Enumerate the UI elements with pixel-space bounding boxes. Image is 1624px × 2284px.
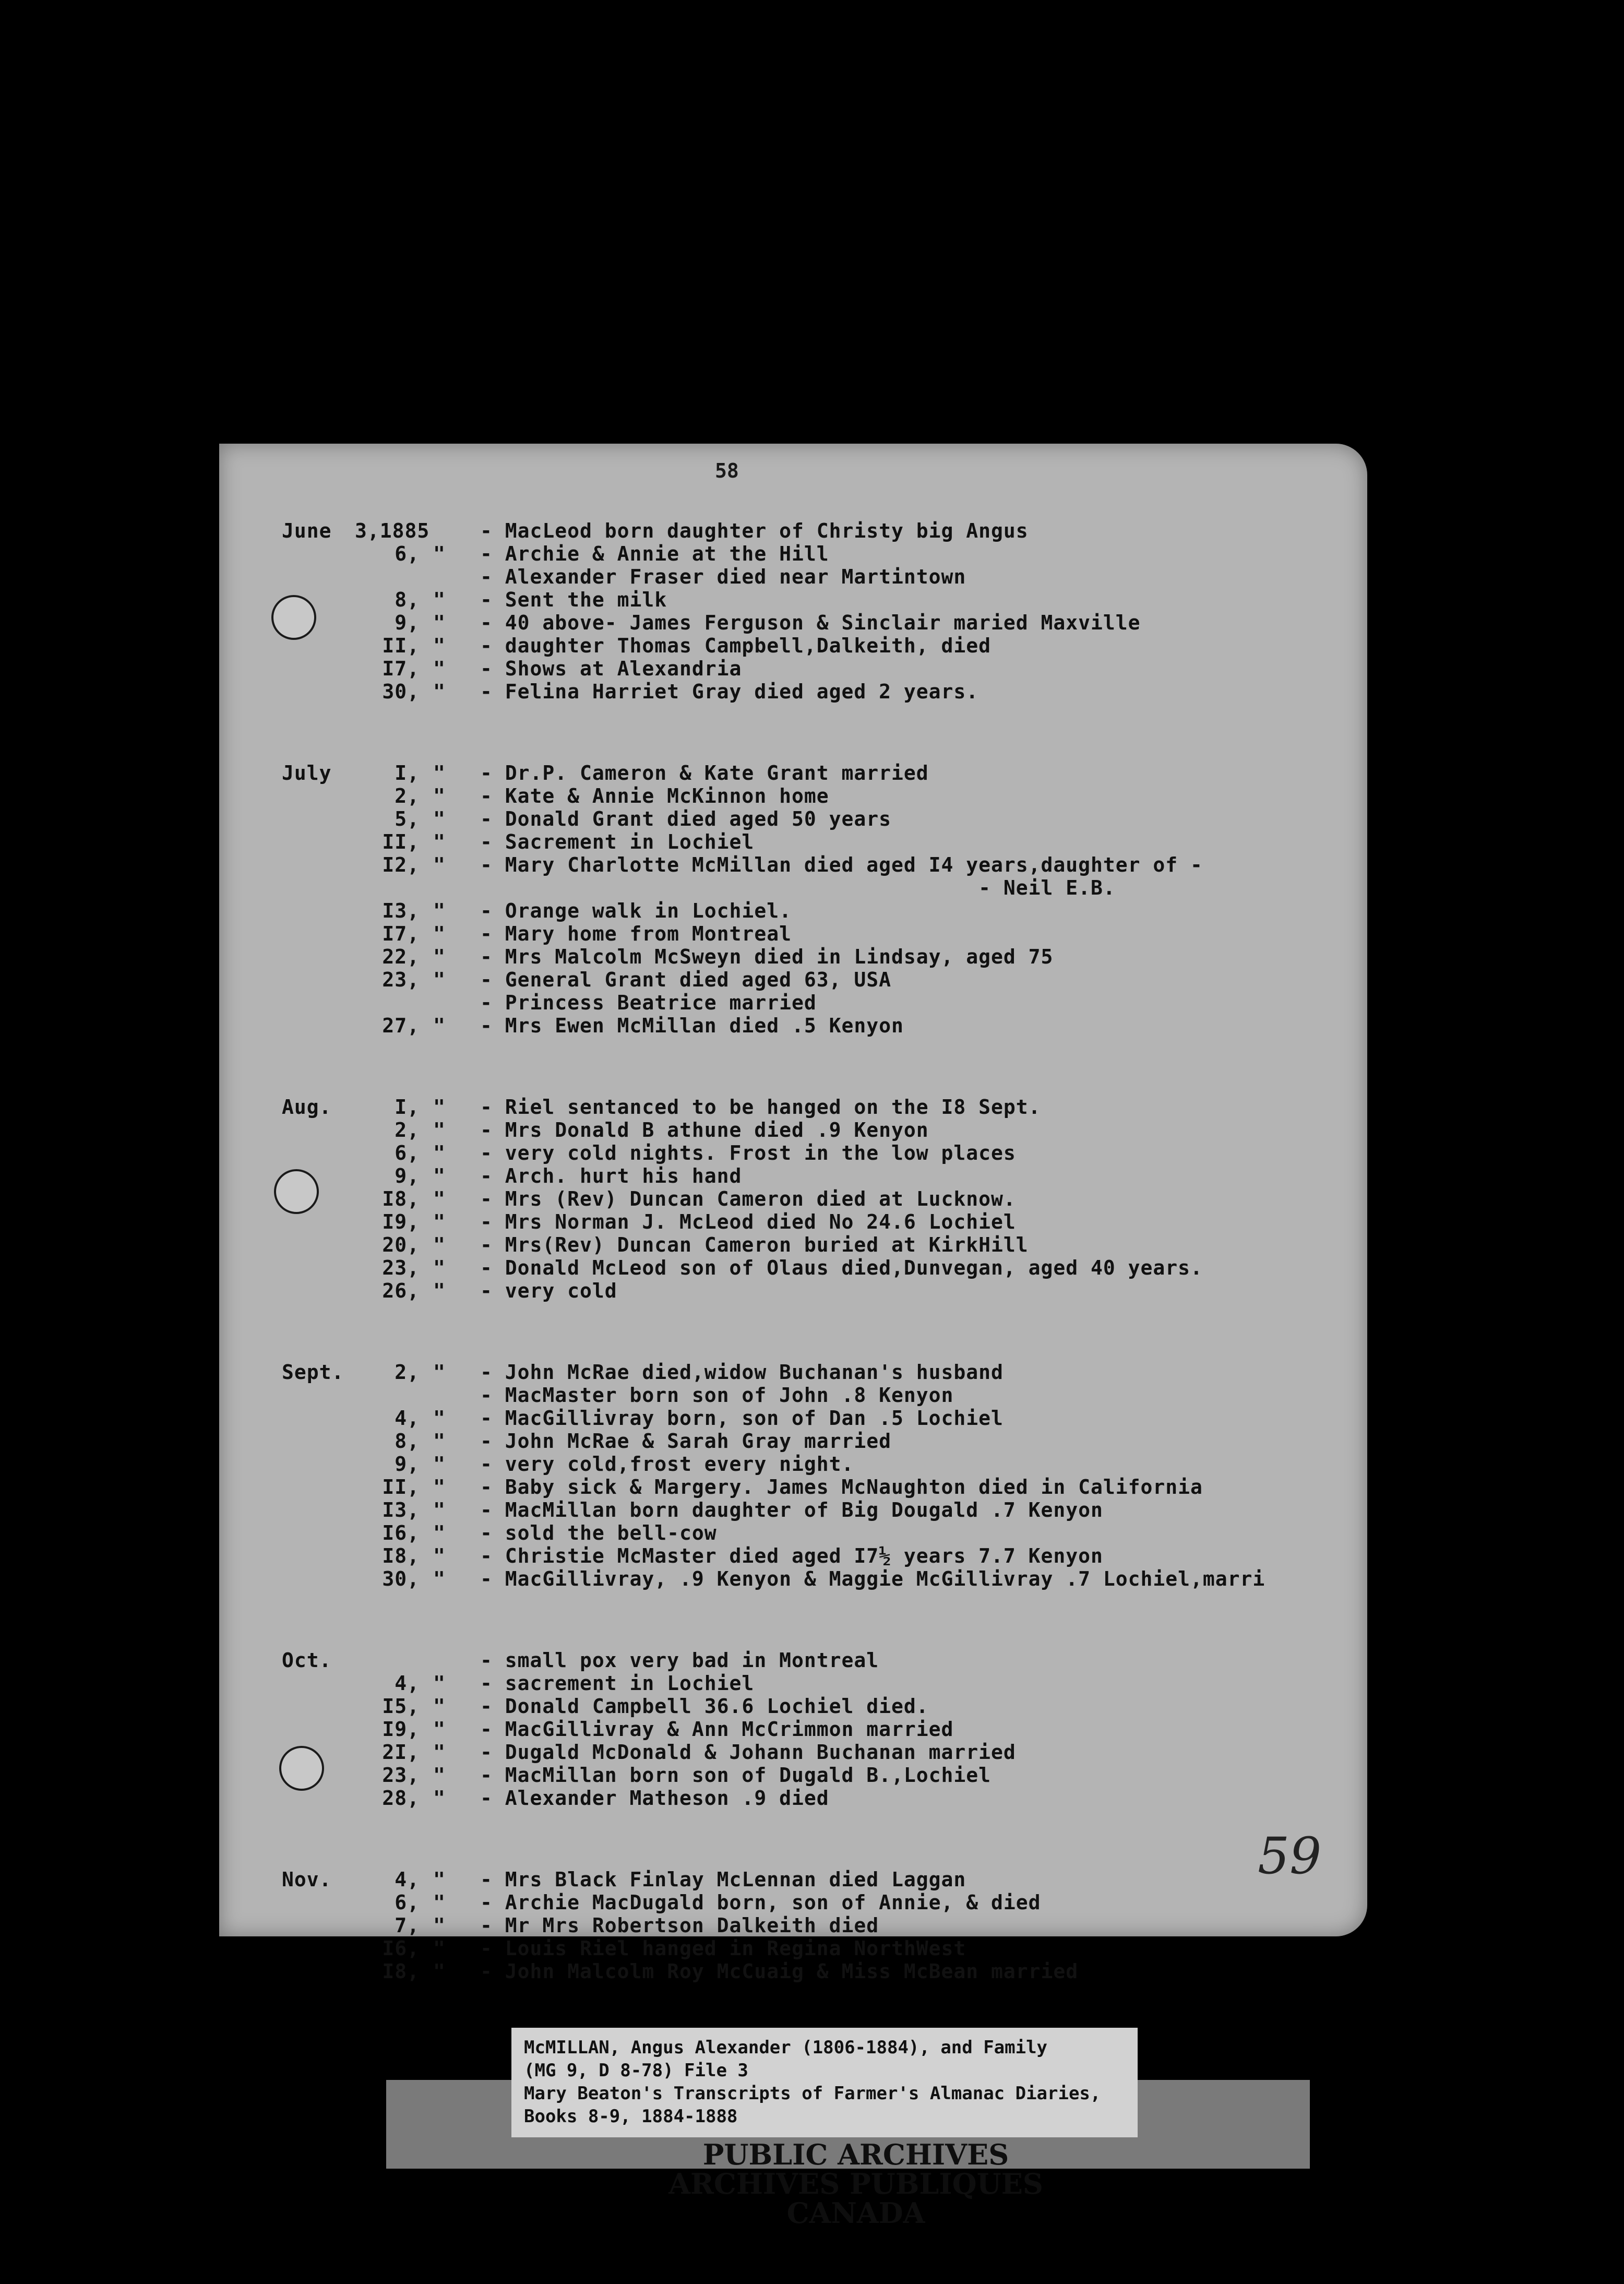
entry-ditto — [433, 1384, 480, 1407]
entry-day: 27, — [382, 1014, 420, 1037]
entry-month — [282, 991, 355, 1014]
entry-month — [282, 968, 355, 991]
diary-entry — [282, 1233, 1357, 1256]
archive-label-line: (MG 9, D 8-78) File 3 — [524, 2060, 748, 2081]
entry-month — [282, 922, 355, 945]
entry-month — [282, 1279, 355, 1302]
entry-ditto: " — [433, 1476, 446, 1498]
diary-entry — [282, 1718, 1357, 1741]
stamp-line: PUBLIC ARCHIVES — [702, 2138, 1009, 2171]
entry-text: - John McRae & Sarah Gray married — [480, 1430, 891, 1453]
entry-month — [282, 1567, 355, 1590]
diary-entry — [282, 1187, 1357, 1210]
entry-day: 2, — [395, 1361, 420, 1384]
entry-day: 23, — [382, 968, 420, 991]
entry-ditto: " — [433, 1960, 446, 1983]
entry-month — [282, 853, 355, 876]
entry-month — [282, 680, 355, 703]
entry-month: Nov. — [282, 1868, 332, 1891]
entry-text: - Dugald McDonald & Johann Buchanan married — [480, 1741, 1016, 1764]
entry-text: - Sacrement in Lochiel — [480, 830, 755, 853]
entry-month — [282, 1453, 355, 1476]
entry-day: I9, — [382, 1210, 420, 1233]
diary-entry — [282, 1521, 1357, 1544]
entry-ditto: " — [433, 1498, 446, 1521]
entry-month — [282, 1960, 355, 1983]
entry-ditto: " — [433, 1119, 446, 1141]
entry-ditto: " — [433, 1279, 446, 1302]
entry-ditto: " — [433, 853, 446, 876]
diary-entry — [282, 657, 1357, 680]
entry-ditto: " — [433, 1521, 446, 1544]
entry-month — [282, 1384, 355, 1407]
diary-entry — [282, 1960, 1357, 1983]
entry-day — [355, 991, 433, 1014]
entry-day: I9, — [382, 1718, 420, 1741]
entry-ditto: " — [433, 1361, 446, 1384]
entry-text: - Felina Harriet Gray died aged 2 years. — [480, 680, 979, 703]
entry-text: - very cold — [480, 1279, 617, 1302]
entry-ditto: " — [433, 1544, 446, 1567]
entry-text: - MacGillivray, .9 Kenyon & Maggie McGillivray .7 Lochiel,marri — [480, 1567, 1265, 1590]
entry-day: I8, — [382, 1544, 420, 1567]
entry-ditto: " — [433, 1672, 446, 1695]
entry-month — [282, 1672, 355, 1695]
entry-day: 28, — [382, 1787, 420, 1810]
entry-ditto: " — [433, 1741, 446, 1764]
entry-month — [282, 1233, 355, 1256]
diary-entry — [282, 1567, 1357, 1590]
entry-text: - Alexander Matheson .9 died — [480, 1787, 829, 1810]
entry-day: 4, — [395, 1672, 420, 1695]
entry-month — [282, 1407, 355, 1430]
month-group — [282, 1868, 1357, 1983]
entry-month — [282, 830, 355, 853]
diary-entry — [282, 1544, 1357, 1567]
entry-text: - Mrs Norman J. McLeod died No 24.6 Lochiel — [480, 1210, 1016, 1233]
diary-entry — [282, 1164, 1357, 1187]
entry-day: I6, — [382, 1937, 420, 1960]
entry-ditto: " — [433, 968, 446, 991]
entry-month — [282, 1498, 355, 1521]
entry-ditto: " — [433, 1187, 446, 1210]
entry-day: 5, — [395, 807, 420, 830]
entry-text: - Princess Beatrice married — [480, 991, 817, 1014]
entry-day — [355, 876, 433, 899]
diary-entry — [282, 1384, 1357, 1407]
diary-entry — [282, 1210, 1357, 1233]
entry-ditto: " — [433, 1695, 446, 1718]
entry-ditto: " — [433, 762, 446, 784]
entry-month: Sept. — [282, 1361, 344, 1384]
archives-stamp — [652, 2140, 1059, 2228]
entry-day: I3, — [382, 899, 420, 922]
entry-month — [282, 1256, 355, 1279]
stamp-line: ARCHIVES PUBLIQUES — [668, 2167, 1043, 2200]
entry-text: - Archie & Annie at the Hill — [480, 542, 829, 565]
month-group — [282, 1361, 1357, 1590]
entry-text: - Sent the milk — [480, 588, 667, 611]
entry-text: - Donald Campbell 36.6 Lochiel died. — [480, 1695, 929, 1718]
diary-entry — [282, 1868, 1357, 1891]
diary-entry — [282, 680, 1357, 703]
entry-text: - very cold,frost every night. — [480, 1453, 854, 1476]
diary-entry — [282, 830, 1357, 853]
entry-text: - MacMillan born son of Dugald B.,Lochiel — [480, 1764, 991, 1787]
entry-day: I8, — [382, 1187, 420, 1210]
diary-entry — [282, 762, 1357, 784]
entry-text: - MacMaster born son of John .8 Kenyon — [480, 1384, 954, 1407]
diary-entry — [282, 1695, 1357, 1718]
entry-ditto: " — [433, 1937, 446, 1960]
entry-day: 9, — [395, 1164, 420, 1187]
diary-entry — [282, 611, 1357, 634]
entry-text: - MacLeod born daughter of Christy big Angus — [480, 519, 1029, 542]
entry-month — [282, 784, 355, 807]
diary-entries — [282, 519, 1357, 2041]
page-number: 58 — [715, 459, 739, 482]
diary-entry — [282, 1279, 1357, 1302]
diary-entry — [282, 1014, 1357, 1037]
entry-month — [282, 1187, 355, 1210]
entry-ditto: " — [433, 1567, 446, 1590]
entry-text: - General Grant died aged 63, USA — [480, 968, 891, 991]
entry-ditto: " — [433, 1891, 446, 1914]
diary-entry — [282, 922, 1357, 945]
entry-month: Oct. — [282, 1649, 332, 1672]
entry-ditto: " — [433, 922, 446, 945]
entry-ditto: " — [433, 1787, 446, 1810]
entry-ditto: " — [433, 899, 446, 922]
entry-month — [282, 945, 355, 968]
entry-text: - sacrement in Lochiel — [480, 1672, 755, 1695]
diary-entry — [282, 1430, 1357, 1453]
entry-day: I7, — [382, 922, 420, 945]
diary-entry — [282, 634, 1357, 657]
entry-text: - Louis Riel hanged in Regina NorthWest — [480, 1937, 966, 1960]
entry-month — [282, 565, 355, 588]
entry-text: - Dr.P. Cameron & Kate Grant married — [480, 762, 929, 784]
entry-ditto: " — [433, 1233, 446, 1256]
entry-text: - Mrs Black Finlay McLennan died Laggan — [480, 1868, 966, 1891]
entry-month — [282, 634, 355, 657]
entry-month — [282, 1741, 355, 1764]
diary-entry — [282, 945, 1357, 968]
entry-month — [282, 1695, 355, 1718]
entry-text: - Orange walk in Lochiel. — [480, 899, 792, 922]
month-group — [282, 1649, 1357, 1810]
diary-entry — [282, 1672, 1357, 1695]
archive-label-line: Mary Beaton's Transcripts of Farmer's Almanac Diaries, — [524, 2083, 1101, 2104]
entry-text: - 40 above- James Ferguson & Sinclair maried Maxville — [480, 611, 1141, 634]
entry-day — [355, 1384, 433, 1407]
diary-entry — [282, 968, 1357, 991]
diary-entry — [282, 1407, 1357, 1430]
diary-entry — [282, 1476, 1357, 1498]
entry-ditto — [433, 1649, 480, 1672]
entry-month — [282, 1764, 355, 1787]
entry-ditto: " — [433, 1141, 446, 1164]
entry-ditto: " — [433, 657, 446, 680]
entry-day: 9, — [395, 1453, 420, 1476]
archive-label-line: McMILLAN, Angus Alexander (1806-1884), and Family — [524, 2037, 1048, 2058]
entry-text: - small pox very bad in Montreal — [480, 1649, 879, 1672]
entry-day: 23, — [382, 1764, 420, 1787]
entry-ditto: " — [433, 634, 446, 657]
entry-day: 30, — [382, 1567, 420, 1590]
entry-month — [282, 1521, 355, 1544]
entry-text: - daughter Thomas Campbell,Dalkeith, died — [480, 634, 991, 657]
entry-text: - Mrs Malcolm McSweyn died in Lindsay, aged 75 — [480, 945, 1054, 968]
entry-day: 6, — [395, 1141, 420, 1164]
entry-month — [282, 1476, 355, 1498]
entry-day: 9, — [395, 611, 420, 634]
entry-text: - Alexander Fraser died near Martintown — [480, 565, 966, 588]
entry-month — [282, 1210, 355, 1233]
entry-text: - Mrs Donald B athune died .9 Kenyon — [480, 1119, 929, 1141]
entry-day: I5, — [382, 1695, 420, 1718]
entry-ditto: " — [433, 1764, 446, 1787]
entry-day: 2, — [395, 784, 420, 807]
diary-entry — [282, 991, 1357, 1014]
diary-entry — [282, 899, 1357, 922]
entry-ditto — [433, 565, 480, 588]
entry-text: - John Malcolm Roy McCuaig & Miss McBean married — [480, 1960, 1079, 1983]
entry-ditto: " — [433, 784, 446, 807]
diary-entry — [282, 519, 1357, 542]
entry-day: 8, — [395, 1430, 420, 1453]
entry-day: 6, — [395, 542, 420, 565]
diary-entry — [282, 1649, 1357, 1672]
entry-text: - Mary home from Montreal — [480, 922, 792, 945]
entry-day: 30, — [382, 680, 420, 703]
entry-text: - Mrs Ewen McMillan died .5 Kenyon — [480, 1014, 904, 1037]
entry-text: - Archie MacDugald born, son of Annie, & died — [480, 1891, 1041, 1914]
entry-ditto: " — [433, 1096, 446, 1119]
diary-entry — [282, 1256, 1357, 1279]
entry-month — [282, 1141, 355, 1164]
diary-entry — [282, 807, 1357, 830]
entry-day: 7, — [395, 1914, 420, 1937]
entry-month — [282, 1014, 355, 1037]
entry-text: - Baby sick & Margery. James McNaughton died in California — [480, 1476, 1203, 1498]
entry-text: - very cold nights. Frost in the low places — [480, 1141, 1016, 1164]
entry-month: July — [282, 762, 332, 784]
entry-ditto: " — [433, 611, 446, 634]
diary-entry — [282, 1741, 1357, 1764]
diary-entry — [282, 1914, 1357, 1937]
entry-ditto: " — [433, 945, 446, 968]
entry-ditto: " — [433, 542, 446, 565]
entry-day: 2, — [395, 1119, 420, 1141]
entry-day: II, — [382, 634, 420, 657]
entry-month — [282, 542, 355, 565]
entry-month: Aug. — [282, 1096, 332, 1119]
entry-ditto: " — [433, 1453, 446, 1476]
entry-day: I, — [395, 1096, 420, 1119]
entry-ditto: " — [433, 1868, 446, 1891]
entry-ditto: " — [433, 830, 446, 853]
entry-month — [282, 1164, 355, 1187]
entry-day: I3, — [382, 1498, 420, 1521]
diary-entry — [282, 1787, 1357, 1810]
entry-month — [282, 657, 355, 680]
entry-ditto — [433, 519, 480, 542]
diary-entry — [282, 1141, 1357, 1164]
entry-day: 26, — [382, 1279, 420, 1302]
entry-ditto: " — [433, 1210, 446, 1233]
entry-month — [282, 1937, 355, 1960]
diary-entry — [282, 1096, 1357, 1119]
archive-label-line: Books 8-9, 1884-1888 — [524, 2106, 738, 2127]
entry-ditto: " — [433, 1407, 446, 1430]
diary-entry — [282, 1764, 1357, 1787]
diary-entry — [282, 1361, 1357, 1384]
entry-ditto: " — [433, 1718, 446, 1741]
entry-month — [282, 1430, 355, 1453]
entry-day: I6, — [382, 1521, 420, 1544]
entry-text: - Mrs (Rev) Duncan Cameron died at Lucknow. — [480, 1187, 1016, 1210]
entry-month — [282, 876, 355, 899]
diary-entry — [282, 1498, 1357, 1521]
entry-text: - Neil E.B. — [480, 876, 1116, 899]
diary-entry — [282, 588, 1357, 611]
entry-text: - Mrs(Rev) Duncan Cameron buried at KirkHill — [480, 1233, 1029, 1256]
entry-ditto: " — [433, 807, 446, 830]
entry-text: - Christie McMaster died aged I7½ years 7.7 Kenyon — [480, 1544, 1103, 1567]
entry-text: - Mary Charlotte McMillan died aged I4 years,daughter of - — [480, 853, 1203, 876]
entry-day: 2I, — [382, 1741, 420, 1764]
entry-day: 6, — [395, 1891, 420, 1914]
entry-day: I7, — [382, 657, 420, 680]
entry-text: - Kate & Annie McKinnon home — [480, 784, 829, 807]
entry-text: - Arch. hurt his hand — [480, 1164, 742, 1187]
entry-day: II, — [382, 1476, 420, 1498]
entry-month — [282, 899, 355, 922]
entry-month — [282, 1787, 355, 1810]
diary-entry — [282, 542, 1357, 565]
entry-month — [282, 1914, 355, 1937]
archive-label — [511, 2028, 1138, 2137]
diary-entry — [282, 1937, 1357, 1960]
entry-text: - sold the bell-cow — [480, 1521, 717, 1544]
entry-month — [282, 1544, 355, 1567]
entry-month — [282, 1119, 355, 1141]
diary-entry — [282, 853, 1357, 876]
diary-entry — [282, 784, 1357, 807]
handwritten-page-number: 59 — [1258, 1827, 1322, 1885]
entry-day: 3,1885 — [355, 519, 430, 542]
entry-ditto: " — [433, 1256, 446, 1279]
entry-ditto: " — [433, 1914, 446, 1937]
diary-entry — [282, 876, 1357, 899]
entry-day: 23, — [382, 1256, 420, 1279]
entry-text: - Mr Mrs Robertson Dalkeith died — [480, 1914, 879, 1937]
entry-ditto: " — [433, 1164, 446, 1187]
entry-day: 8, — [395, 588, 420, 611]
month-group — [282, 762, 1357, 1037]
entry-text: - John McRae died,widow Buchanan's husband — [480, 1361, 1004, 1384]
entry-day: 22, — [382, 945, 420, 968]
entry-text: - Riel sentanced to be hanged on the I8 Sept. — [480, 1096, 1041, 1119]
entry-day: I2, — [382, 853, 420, 876]
entry-month — [282, 807, 355, 830]
entry-text: - Donald Grant died aged 50 years — [480, 807, 891, 830]
entry-month — [282, 588, 355, 611]
entry-day: 4, — [395, 1868, 420, 1891]
entry-day — [355, 1649, 433, 1672]
diary-entry — [282, 565, 1357, 588]
entry-text: - Shows at Alexandria — [480, 657, 742, 680]
diary-entry — [282, 1119, 1357, 1141]
entry-day: 20, — [382, 1233, 420, 1256]
entry-day: 4, — [395, 1407, 420, 1430]
stamp-line: CANADA — [786, 2196, 925, 2230]
diary-entry — [282, 1453, 1357, 1476]
entry-day: I, — [395, 762, 420, 784]
entry-month — [282, 1718, 355, 1741]
entry-ditto — [433, 876, 480, 899]
month-group — [282, 1096, 1357, 1302]
entry-text: - Donald McLeod son of Olaus died,Dunvegan, aged 40 years. — [480, 1256, 1203, 1279]
diary-entry — [282, 1891, 1357, 1914]
entry-month: June — [282, 519, 332, 542]
entry-ditto: " — [433, 680, 446, 703]
month-group — [282, 519, 1357, 703]
entry-ditto: " — [433, 1014, 446, 1037]
entry-text: - MacMillan born daughter of Big Dougald .7 Kenyon — [480, 1498, 1103, 1521]
entry-day — [355, 565, 433, 588]
entry-month — [282, 1891, 355, 1914]
entry-ditto — [433, 991, 480, 1014]
entry-ditto: " — [433, 588, 446, 611]
entry-text: - MacGillivray born, son of Dan .5 Lochiel — [480, 1407, 1004, 1430]
entry-text: - MacGillivray & Ann McCrimmon married — [480, 1718, 954, 1741]
entry-ditto: " — [433, 1430, 446, 1453]
entry-day: II, — [382, 830, 420, 853]
entry-month — [282, 611, 355, 634]
entry-day: I8, — [382, 1960, 420, 1983]
